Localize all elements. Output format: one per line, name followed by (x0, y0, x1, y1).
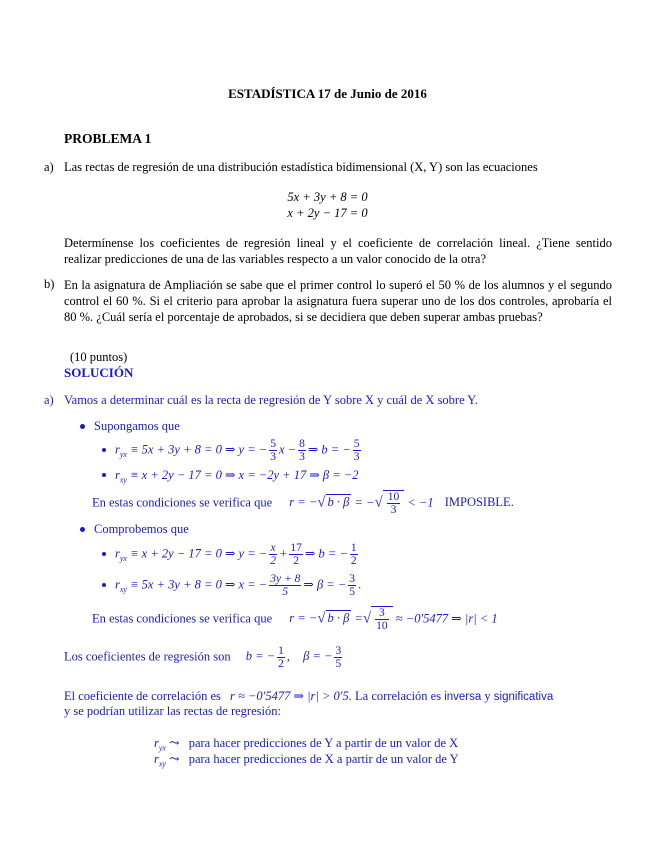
bullet-icon (80, 527, 85, 532)
case1-line2: $r_{xy} \equiv x + 2y - 17 = 0$ ⇒ x = −2y + 17 ⇒ β = −2 (102, 467, 359, 485)
problem-a-intro: Las rectas de regresión de una distribución estadística bidimensional (X, Y) son las ecuaciones (64, 160, 538, 174)
case2-title: Comprobemos que (80, 522, 189, 537)
bullet-icon (102, 473, 106, 477)
coefficients-line: Los coeficientes de regresión son b = − $\frac{1}{2}$ , β = − $\frac{3}{5}$ (64, 645, 342, 670)
correlation-line-2: y se podrían utilizar las rectas de regresión: (64, 704, 281, 718)
solution-heading: SOLUCIÓN (64, 365, 134, 380)
equation-1: 5x + 3y + 8 = 0 (287, 190, 368, 204)
problem-b-label: b) (44, 277, 55, 291)
problem-heading: PROBLEMA 1 (64, 131, 152, 146)
case2-line1: $r_{yx} \equiv x + 2y - 17 = 0$ ⇒ y = − $\frac{x}{2}$ + $\frac{17}{2}$ ⇒ b = − $\frac{1}{2}$ (102, 542, 360, 567)
equation-2: x + 2y − 17 = 0 (287, 206, 368, 220)
prediction-yx: $r_{yx}$ ⤳ para hacer predicciones de Y a partir de un valor de X (154, 736, 459, 753)
page-title: ESTADÍSTICA 17 de Junio de 2016 (228, 86, 427, 101)
case2-line2: $r_{xy} \equiv 5x + 3y + 8 = 0$ ⇒ x = − $\frac{3y + 8}{5}$ ⇒ β = − $\frac{3}{5}$ . (102, 573, 361, 598)
bullet-icon (102, 552, 106, 556)
case2-verify: En estas condiciones se verifica que r = −√ b · β =√ $\frac{3}{10}$ ≈ −0′5477 ⇒ |r| < 1 (92, 607, 498, 632)
solution-a-label: a) (44, 393, 54, 407)
problem-a-question: Determínense los coeficientes de regresión lineal y el coeficiente de correlación lineal. ¿Tiene sentido realizar predicciones de una de las variables respecto a un valor conocido de la otra? (64, 236, 612, 266)
bullet-icon (102, 448, 106, 452)
prediction-xy: $r_{xy}$ ⤳ para hacer predicciones de X a partir de un valor de Y (154, 752, 459, 769)
bullet-icon (102, 583, 106, 587)
correlation-line: El coeficiente de correlación es r ≈ −0′5477 ⇒ |r| > 0′5. La correlación es inversa y significativa (64, 689, 554, 703)
bullet-icon (80, 424, 85, 429)
case1-title: Supongamos que (80, 419, 180, 434)
problem-a-label: a) (44, 160, 54, 174)
points: (10 puntos) (70, 350, 128, 364)
case1-verify: En estas condiciones se verifica que r = −√ b · β = −√ $\frac{10}{3}$ < −1 IMPOSIBLE. (92, 491, 514, 516)
case1-line1: $r_{yx} \equiv 5x + 3y + 8 = 0$ ⇒ y = − $\frac{5}{3}$ x − $\frac{8}{3}$ ⇒ b = − $\frac{5}{3}$ (102, 438, 363, 463)
solution-a-intro: Vamos a determinar cuál es la recta de regresión de Y sobre X y cuál de X sobre Y. (64, 393, 478, 407)
problem-b-text: En la asignatura de Ampliación se sabe que el primer control lo superó el 50 % de los alumnos y el segundo control el 60 %. Si el criterio para aprobar la asignatura fuera superar uno de los dos controles, aprobaría el 80 %. ¿Cuál sería el porcentaje de aprobados, si se decidiera que deben superar ambas pruebas? (64, 278, 612, 324)
